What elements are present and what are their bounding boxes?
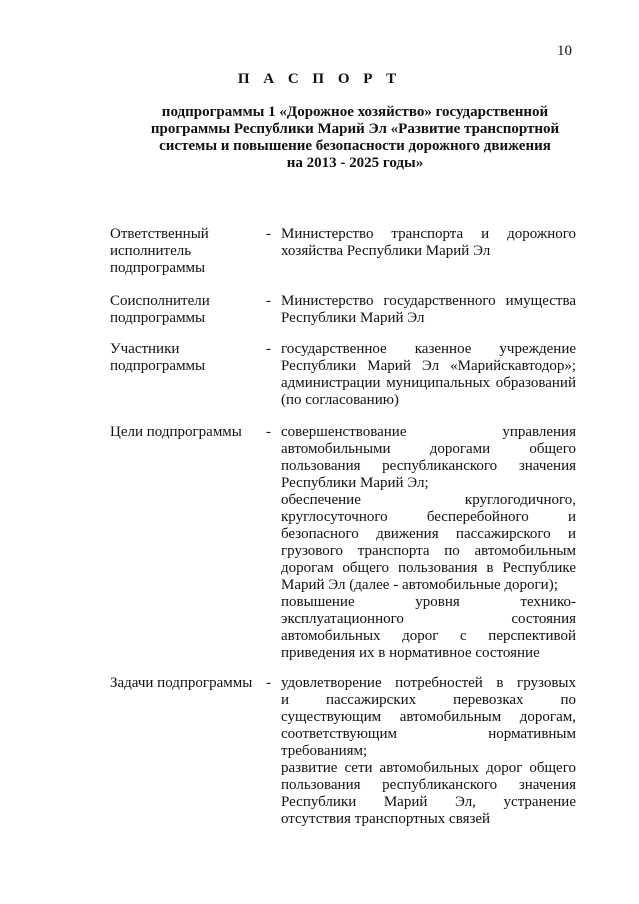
row-dash: - [266,424,271,440]
label-line: подпрограммы [110,260,206,276]
value-line: Марий Эл (далее - автомобильные дороги); [281,577,558,593]
value-line: соответствующим нормативным [281,726,576,742]
label-line: Задачи подпрограммы [110,675,253,691]
subtitle-line: на 2013 - 2025 годы» [286,155,424,171]
value-line: (по согласованию) [281,392,399,408]
value-line: Министерство транспорта и дорожного [281,226,576,242]
row-dash: - [266,293,271,309]
value-line: пользования республиканского значения [281,777,576,793]
value-line: автомобильными дорогами общего [281,441,576,457]
value-line: Министерство государственного имущества [281,293,576,309]
row-label [110,424,260,441]
row-value [281,226,576,260]
value-line: хозяйства Республики Марий Эл [281,243,491,259]
label-line: Ответственный [110,226,209,242]
value-line: и пассажирских перевозках по [281,692,576,708]
row-value [281,341,576,409]
label-line: подпрограммы [110,310,206,326]
value-line: удовлетворение потребностей в грузовых [281,675,576,691]
label-line: подпрограммы [110,358,206,374]
value-line: пользования республиканского значения [281,458,576,474]
subtitle-line: программы Республики Марий Эл «Развитие транспортной [150,121,560,137]
value-line: Республики Марий Эл «Марийскавтодор»; [281,358,576,374]
page-number: 10 [557,43,572,59]
row-label [110,226,260,277]
value-line: существующим автомобильным дорогам, [281,709,576,725]
value-line: Республики Марий Эл; [281,475,429,491]
row-value [281,424,576,662]
value-line: требованиям; [281,743,368,759]
label-line: Участники [110,341,180,357]
row-value [281,675,576,828]
label-line: Цели подпрограммы [110,424,242,440]
value-line: Республики Марий Эл, устранение [281,794,576,810]
row-dash: - [266,226,271,242]
value-line: безопасного движения пассажирского и [281,526,576,542]
page-subtitle [120,104,590,172]
value-line: государственное казенное учреждение [281,341,576,357]
value-line: эксплуатационного состояния [281,611,576,627]
value-line: развитие сети автомобильных дорог общего [281,760,576,776]
value-line: повышение уровня технико- [281,594,576,610]
value-line: грузового транспорта по автомобильным [281,543,576,559]
value-line: круглосуточного бесперебойного и [281,509,576,525]
row-label [110,675,260,692]
value-line: приведения их в нормативное состояние [281,645,540,661]
subtitle-line: системы и повышение безопасности дорожного движения [159,138,551,154]
value-line: автомобильных дорог с перспективой [281,628,576,644]
row-value [281,293,576,327]
value-line: отсутствия транспортных связей [281,811,491,827]
row-dash: - [266,341,271,357]
label-line: исполнитель [110,243,192,259]
value-line: обеспечение круглогодичного, [281,492,576,508]
value-line: совершенствование управления [281,424,576,440]
row-dash: - [266,675,271,691]
subtitle-line: подпрограммы 1 «Дорожное хозяйство» государственной [161,104,549,120]
value-line: администрации муниципальных образований [281,375,576,391]
value-line: дорогам общего пользования в Республике [281,560,576,576]
page-title: П А С П О Р Т [237,71,402,87]
row-label [110,341,260,375]
row-label [110,293,260,327]
value-line: Республики Марий Эл [281,310,425,326]
label-line: Соисполнители [110,293,210,309]
